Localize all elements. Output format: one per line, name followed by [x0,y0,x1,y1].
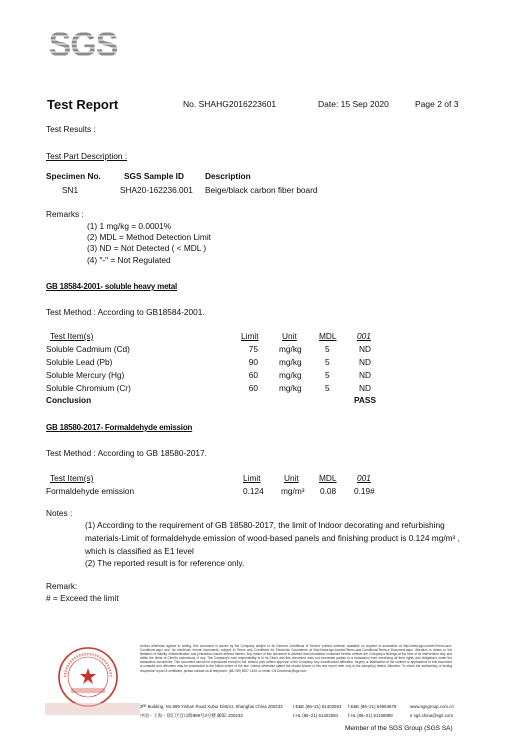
notes-heading: Notes : [46,508,73,518]
member-of-sgs-group: Member of the SGS Group (SGS SA) [345,725,453,732]
table-row-limit: 75 [248,344,258,354]
specimen-no: SN1 [62,185,79,195]
stamp-overlay-text-band [45,703,140,715]
table-row-mdl: 5 [325,383,330,393]
test-method: Test Method : According to GB 18580-2017. [46,448,207,458]
table-row-unit: mg/kg [279,357,302,367]
table-row-unit: mg/kg [279,370,302,380]
report-date: Date: 15 Sep 2020 [318,99,389,109]
note-1-line-1: (1) According to the requirement of GB 18580-2017, the limit of Indoor decorating and refurbishing [85,520,445,530]
svg-text:SGS: SGS [48,26,118,64]
table-row-mdl: 0.08 [320,486,337,496]
col-sample-001: 001 [357,473,371,483]
table-row-result: ND [359,357,371,367]
table-row-unit: mg/kg [279,383,302,393]
remark-heading: Remark: [46,581,78,591]
footer-fax-ee: f E&E (86–21) 64953679 [348,704,397,709]
page-number: Page 2 of 3 [415,99,459,109]
sample-id: SHA20-162236.001 [120,185,193,195]
table-row-unit: mg/kg [279,344,302,354]
footer-tel-ee: t E&E (86–21) 61402553 [293,704,342,709]
conclusion-label: Conclusion [46,395,92,405]
remark-item: (1) 1 mg/kg = 0.0001% [87,221,172,231]
footer-tel-hl: t HL (86–21) 61402594 [293,713,338,718]
footer-email[interactable]: e sgs.china@sgs.com [410,713,454,718]
sample-description: Beige/black carbon fiber board [205,185,318,195]
col-sample-id: SGS Sample ID [124,171,184,181]
table-row-mdl: 5 [325,344,330,354]
col-limit: Limit [243,473,261,483]
report-title: Test Report [47,97,119,112]
footer-address-en: 3ᴿᴰ Building, No.889 Yishan Road Xuhui District, Shanghai China 200233 [140,704,283,709]
table-row-item: Soluble Chromium (Cr) [46,383,131,393]
table-row-item: Soluble Cadmium (Cd) [46,344,130,354]
col-mdl: MDL [319,473,337,483]
footer-disclaimer: Unless otherwise agreed in writing, this document is issued by the Company subject to its General Conditions of Service printed overleaf, available on request or accessible at http://www.sgs.com/en/Terms-and-Conditions.aspx and, for electronic format documents, subject to Terms and Conditions for Electronic Documents at http://www.sgs.com/en/Terms-and-Conditions/Terms-e-Document.aspx. Attention is drawn to the limitation of liability, indemnification and jurisdiction issues defined therein. Any holder of this document is advised that information contained hereon reflects the Company's findings at the time of its intervention only and within the limits of Client's instructions, if any. The Company's sole responsibility is to its Client and this document does not exonerate parties to a transaction from exercising all their rights and obligations under the transaction documents. This document cannot be reproduced except in full, without prior written approval of the Company. Any unauthorized alteration, forgery or falsification of the content or appearance of this document is unlawful and offenders may be prosecuted to the fullest extent of the law. Unless otherwise stated the results shown in this test report refer only to the sample(s) tested. Attention: To check the authenticity of testing /inspection report & certificate, please contact us at telephone: (86-755) 8307 1443, or email: CN.Doccheck@sgs.com [140,644,452,673]
table-row-result: ND [359,370,371,380]
table-row-result: ND [359,383,371,393]
col-test-items: Test Item(s) [50,473,94,483]
section-heading-formaldehyde: GB 18580-2017- Formaldehyde emission [46,423,193,432]
test-results-label: Test Results : [46,124,96,134]
table-row-limit: 90 [248,357,258,367]
col-mdl: MDL [319,331,337,341]
company-seal-stamp [57,646,119,708]
table-row-result: ND [359,344,371,354]
col-test-items: Test Item(s) [50,331,94,341]
col-specimen: Specimen No. [46,171,101,181]
table-row-mdl: 5 [325,357,330,367]
table-row-limit: 60 [248,370,258,380]
note-1-line-3: which is classified as E1 level [85,546,194,556]
footer-fax-hl: f HL (86–21) 61156899 [348,713,393,718]
table-row-limit: 0.124 [243,486,264,496]
col-description: Description [205,171,251,181]
table-row-result: 0.19# [354,486,375,496]
remark-item: (3) ND = Not Detected ( < MDL ) [87,243,207,253]
table-row-item: Formaldehyde emission [46,486,135,496]
footer-address-cn: 中国・上海・徐汇区宜山路889号3号楼 邮编: 200233 [140,713,243,718]
section-heading-heavy-metal: GB 18584-2001- soluble heavy metal [46,282,178,291]
part-description-heading: Test Part Description : [46,151,128,161]
col-sample-001: 001 [357,331,371,341]
note-2: (2) The reported result is for reference only. [85,558,245,568]
col-limit: Limit [241,331,259,341]
table-row-item: Soluble Mercury (Hg) [46,370,125,380]
remark-item: (2) MDL = Method Detection Limit [87,232,211,242]
conclusion-value: PASS [354,395,376,405]
remark-text: # = Exceed the limit [46,593,119,603]
table-row-mdl: 5 [325,370,330,380]
sgs-logo [43,22,123,70]
table-row-item: Soluble Lead (Pb) [46,357,113,367]
col-unit: Unit [282,331,297,341]
test-method: Test Method : According to GB18584-2001. [46,307,205,317]
note-1-line-2: materials-Limit of formaldehyde emission of wood-based panels and finishing product is 0.124 mg/m³ , [85,533,460,543]
table-row-limit: 60 [248,383,258,393]
report-number: No. SHAHG2016223601 [183,99,277,109]
remark-item: (4) "-" = Not Regulated [87,255,171,265]
table-row-unit: mg/m³ [281,486,305,496]
footer-website[interactable]: www.sgsgroup.com.cn [410,704,454,709]
col-unit: Unit [284,473,299,483]
remarks-heading: Remarks : [46,209,84,219]
